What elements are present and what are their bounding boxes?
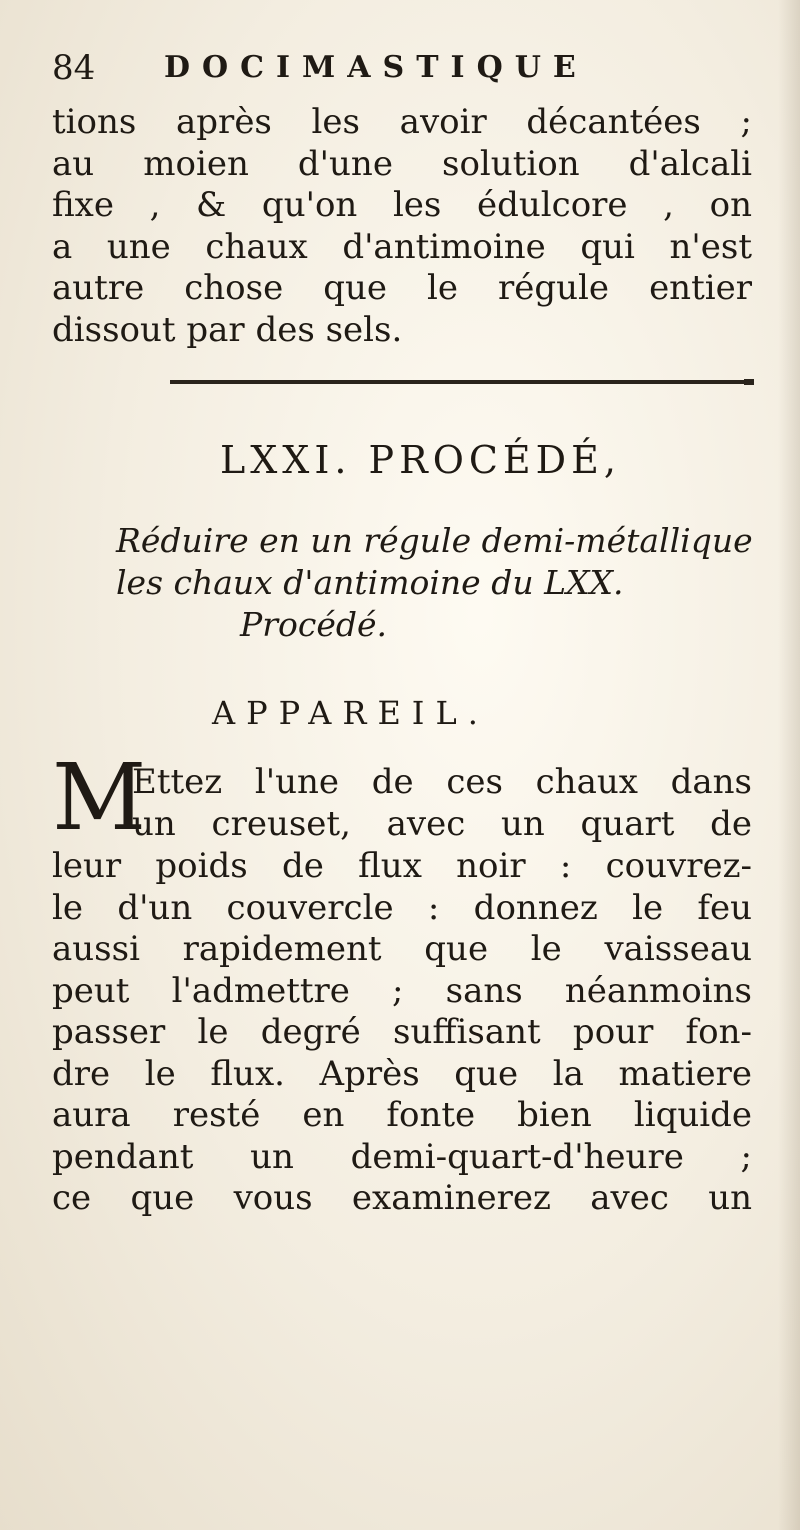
section-divider-rule (170, 380, 750, 384)
text-line: aura resté en fonte bien liquide (52, 1095, 752, 1135)
text-line: leur poids de flux noir : couvrez- (52, 846, 752, 886)
text-line: aussi rapidement que le vaisseau (52, 929, 752, 969)
top-paragraph (52, 102, 752, 351)
text-line: passer le degré suffisant pour fon- (52, 1012, 752, 1052)
text-line: un creuset, avec un quart de (132, 803, 752, 844)
text-line: peut l'admettre ; sans néanmoins (52, 970, 752, 1011)
text-line: ce que vous examinerez avec un (52, 1178, 752, 1218)
drop-cap: M (52, 744, 147, 851)
text-line: Ettez l'une de ces chaux dans (132, 762, 752, 802)
paragraph-body (52, 846, 752, 1220)
paragraph-opening (132, 762, 752, 845)
page-number: 84 (52, 48, 96, 88)
text-line: au moien d'une solution d'alcali (52, 143, 752, 184)
text-line: autre chose que le régule entier (52, 268, 752, 308)
page-edge-shadow (778, 0, 800, 1530)
section-heading: LXXI. PROCÉDÉ, (220, 438, 621, 482)
running-head-title: DOCIMASTIQUE (164, 50, 588, 85)
section-subtitle (116, 520, 756, 604)
text-line: pendant un demi-quart-d'heure ; (52, 1136, 752, 1177)
subtitle-line: Réduire en un régule demi-métallique (116, 521, 753, 560)
text-line: tions après les avoir décantées ; (52, 102, 752, 142)
text-line: le d'un couvercle : donnez le feu (52, 887, 752, 928)
text-line: a une chaux d'antimoine qui n'est (52, 226, 752, 267)
text-line: fixe , & qu'on les édulcore , on (52, 185, 752, 225)
appareil-heading: APPAREIL. (212, 694, 489, 732)
subtitle-last-line: Procédé. (240, 605, 388, 644)
running-head (52, 40, 752, 100)
subtitle-line: les chaux d'antimoine du LXX. (116, 563, 624, 602)
text-line: dre le flux. Après que la matiere (52, 1053, 752, 1094)
text-line: dissout par des sels. (52, 309, 403, 350)
